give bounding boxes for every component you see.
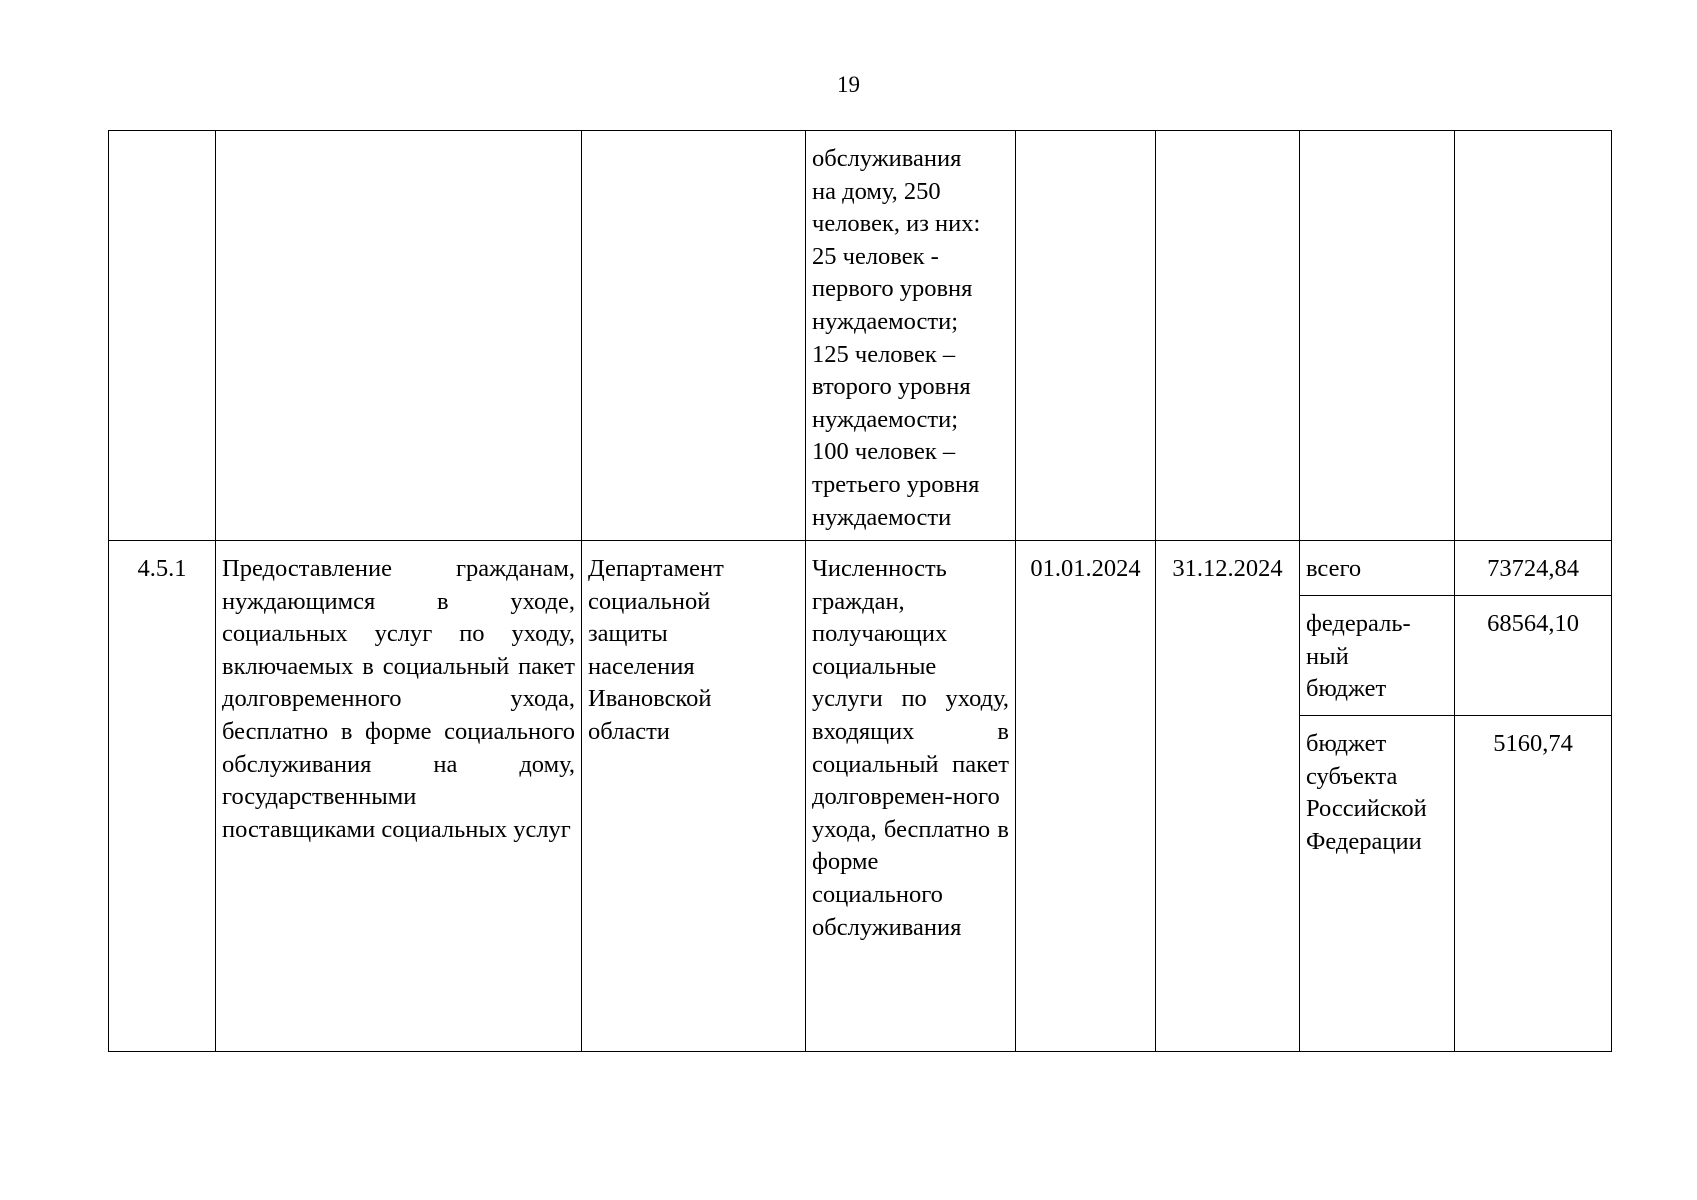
activity-text: Предоставление гражданам, нуждающимся в уходе, социальных услуг по уходу, включаемых в социальный пакет долговременного ухода, бесплатно в форме социального обслуживания на дому, государственными поставщиками социальных услуг <box>216 541 582 1052</box>
source-label: бюджет <box>1306 675 1387 703</box>
end-date: 31.12.2024 <box>1156 541 1300 1052</box>
cont-cell-amount <box>1455 131 1612 541</box>
table-row <box>109 541 1612 596</box>
program-table <box>108 130 1612 1052</box>
executor-line: Ивановской <box>588 685 712 713</box>
cont-cell-end <box>1156 131 1300 541</box>
source-label: ный <box>1306 642 1349 670</box>
source-total <box>1300 541 1455 596</box>
cont-indicator-line: нуждаемости; <box>812 307 959 335</box>
executor-line: населения <box>588 652 695 680</box>
source-label: федераль- <box>1306 610 1411 637</box>
cont-indicator-line: нуждаемости; <box>812 405 959 433</box>
cont-indicator-line: первого уровня <box>812 275 973 303</box>
cont-indicator-line: второго уровня <box>812 373 971 401</box>
cont-cell-source <box>1300 131 1455 541</box>
indicator-cell <box>806 541 1016 1052</box>
amount-total: 73724,84 <box>1455 541 1612 596</box>
cont-cell-start <box>1016 131 1156 541</box>
source-label: Федерации <box>1306 827 1422 855</box>
source-label: Российской <box>1306 795 1427 823</box>
source-label: субъекта <box>1306 762 1398 790</box>
cont-indicator-line: 100 человек – <box>812 438 956 466</box>
cont-cell-activity <box>216 131 582 541</box>
indicator-line: социального <box>812 880 943 908</box>
cont-indicator-line: третьего уровня <box>812 470 980 498</box>
cont-indicator-line: нуждаемости <box>812 503 952 531</box>
executor-line: области <box>588 717 670 745</box>
source-regional <box>1300 716 1455 1052</box>
executor-line: Департамент <box>588 555 724 582</box>
executor-line: социальной <box>588 587 711 615</box>
cont-cell-executor <box>582 131 806 541</box>
cont-indicator-line: человек, из них: <box>812 210 981 238</box>
cont-indicator-line: на дому, 250 <box>812 177 941 205</box>
executor-line: защиты <box>588 620 668 648</box>
source-label: всего <box>1306 555 1362 582</box>
cont-indicator-line: 125 человек – <box>812 340 956 368</box>
start-date: 01.01.2024 <box>1016 541 1156 1052</box>
amount-regional: 5160,74 <box>1455 716 1612 1052</box>
page-number: 19 <box>837 72 860 97</box>
cont-cell-number <box>109 131 216 541</box>
amount-federal: 68564,10 <box>1455 596 1612 716</box>
indicator-line: обслуживания <box>812 913 962 941</box>
row-number: 4.5.1 <box>109 541 216 1052</box>
indicator-text: Численность граждан, получающих социальные услуги по уходу, входящих в социальный пакет долговремен-ного ухода, бесплатно в форме <box>812 555 1009 876</box>
cont-indicator-line: 25 человек - <box>812 242 939 270</box>
cont-cell-indicator <box>806 131 1016 541</box>
source-federal <box>1300 596 1455 716</box>
continuation-row <box>109 131 1612 541</box>
executor-cell <box>582 541 806 1052</box>
source-label: бюджет <box>1306 730 1387 757</box>
cont-indicator-line: обслуживания <box>812 145 962 172</box>
